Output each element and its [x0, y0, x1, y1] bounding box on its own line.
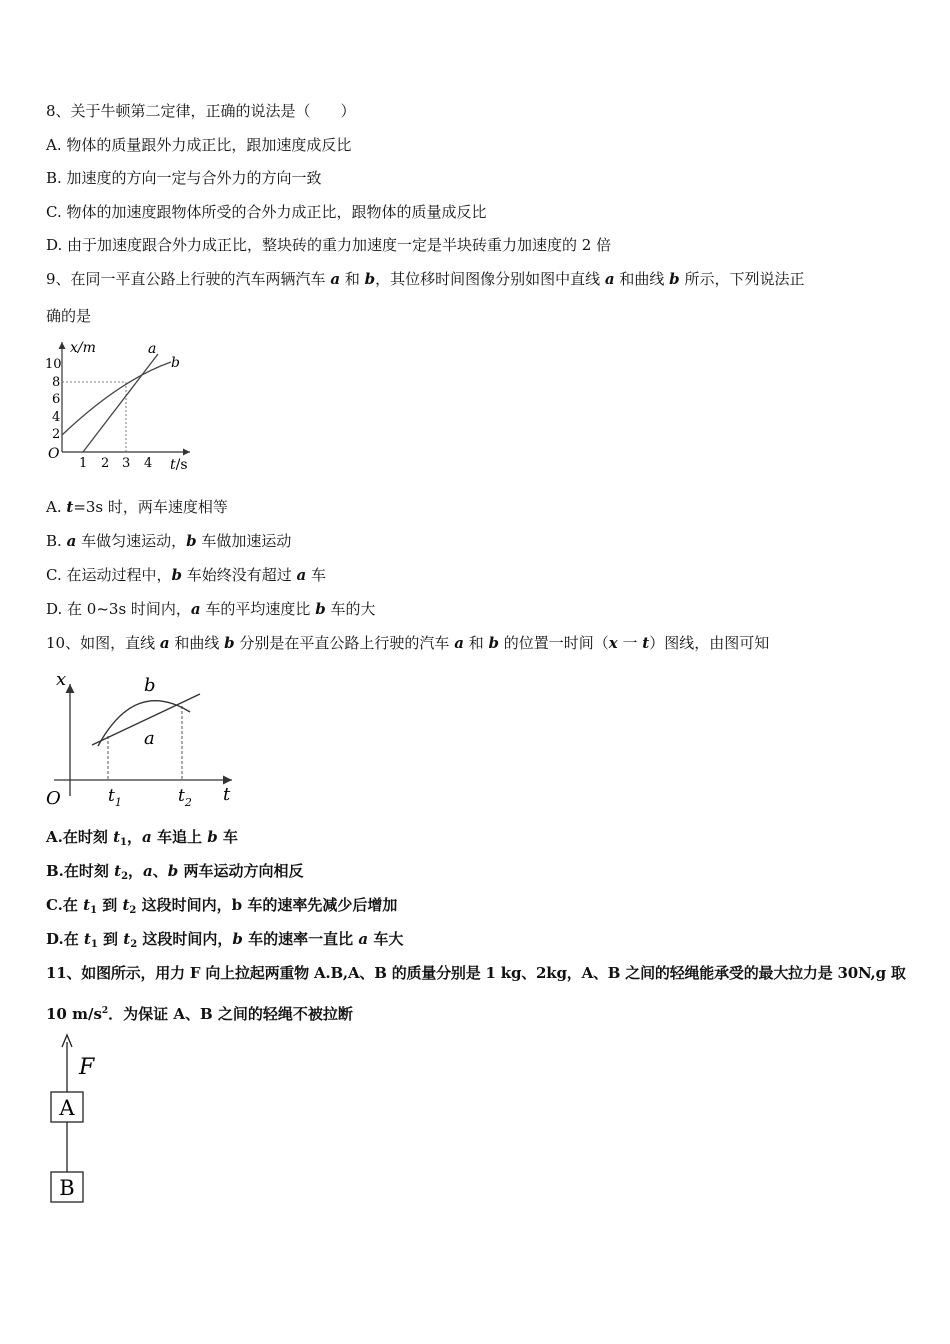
q11-block-b-label: B: [59, 1176, 75, 1200]
q9-xtick-4: 4: [144, 456, 153, 471]
q10-t1-label: $t_1$: [108, 786, 122, 809]
q10-y-axis-label: x: [56, 669, 67, 690]
q8-option-c: C. 物体的加速度跟物体所受的合外力成正比，跟物体的质量成反比: [46, 203, 487, 221]
q8-option-a: A. 物体的质量跟外力成正比，跟加速度成反比: [46, 136, 352, 154]
q9-xt-graph: [40, 336, 200, 476]
q9-option-b: B. a 车做匀速运动，b 车做加速运动: [46, 532, 292, 550]
q9-xtick-3: 3: [122, 456, 131, 471]
q8-option-d: D. 由于加速度跟合外力成正比，整块砖的重力加速度一定是半块砖重力加速度的 2 倍: [46, 236, 612, 254]
q9-ytick-10: 10: [45, 357, 62, 372]
q10-t2-label: $t_2$: [178, 786, 192, 809]
q9-option-c: C. 在运动过程中，b 车始终没有超过 a 车: [46, 566, 327, 584]
q9-origin: O: [48, 446, 60, 462]
q10-x-axis-label: t: [223, 784, 231, 805]
q10-label-a: a: [144, 728, 155, 749]
q9-ytick-2: 2: [52, 427, 61, 442]
q9-ytick-6: 6: [52, 392, 61, 407]
q9-label-b: b: [171, 355, 180, 371]
q10-stem: 10、如图，直线 a 和曲线 b 分别是在平直公路上行驶的汽车 a 和 b 的位置一时间（x 一 t）图线，由图可知: [46, 634, 770, 652]
q10-option-d: D.在 $t_1$ 到 $t_2$ 这段时间内，b 车的速率一直比 a 车大: [46, 930, 404, 950]
q11-force-label: F: [79, 1055, 95, 1080]
q9-stem: 9、在同一平直公路上行驶的汽车两辆汽车 a 和 b，其位移时间图像分别如图中直线 a 和曲线 b 所示，下列说法正: [46, 270, 805, 288]
q9-stem-continued: 确的是: [46, 307, 92, 325]
q8-option-b: B. 加速度的方向一定与合外力的方向一致: [46, 169, 322, 187]
q10-origin: O: [46, 788, 61, 809]
q9-ytick-8: 8: [52, 375, 61, 390]
q9-y-axis-label: x/m: [70, 340, 96, 356]
q11-stem: 11、如图所示，用力 F 向上拉起两重物 A.B,A、B 的质量分别是 1 kg、2kg，A、B 之间的轻绳能承受的最大拉力是 30N,g 取: [46, 964, 906, 982]
q11-stem-continued: 10 $m/s^2$．为保证 A、B 之间的轻绳不被拉断: [46, 1005, 353, 1023]
q9-option-d: D. 在 0~3s 时间内，a 车的平均速度比 b 车的大: [46, 600, 376, 618]
q9-xtick-1: 1: [79, 456, 88, 471]
q10-label-b: b: [144, 675, 156, 696]
q9-curve-b: [62, 362, 171, 435]
q8-stem: 8、关于牛顿第二定律，正确的说法是（ ）: [46, 102, 356, 120]
q9-ytick-4: 4: [52, 410, 61, 425]
q10-option-a: A.在时刻 $t_1$，a 车追上 b 车: [46, 828, 238, 848]
q9-option-a: A. t=3s 时，两车速度相等: [46, 498, 228, 516]
q10-option-b: B.在时刻 $t_2$，a、b 两车运动方向相反: [46, 862, 304, 882]
q9-line-a: [83, 354, 158, 452]
q9-xtick-2: 2: [101, 456, 110, 471]
q10-xt-graph: [40, 668, 240, 813]
q9-label-a: a: [148, 341, 157, 357]
q10-option-c: C.在 $t_1$ 到 $t_2$ 这段时间内，b 车的速率先减少后增加: [46, 896, 398, 916]
q9-x-axis-label: t/s: [170, 457, 188, 473]
q11-block-a-label: A: [59, 1096, 75, 1120]
q11-force-diagram: [40, 1032, 130, 1212]
